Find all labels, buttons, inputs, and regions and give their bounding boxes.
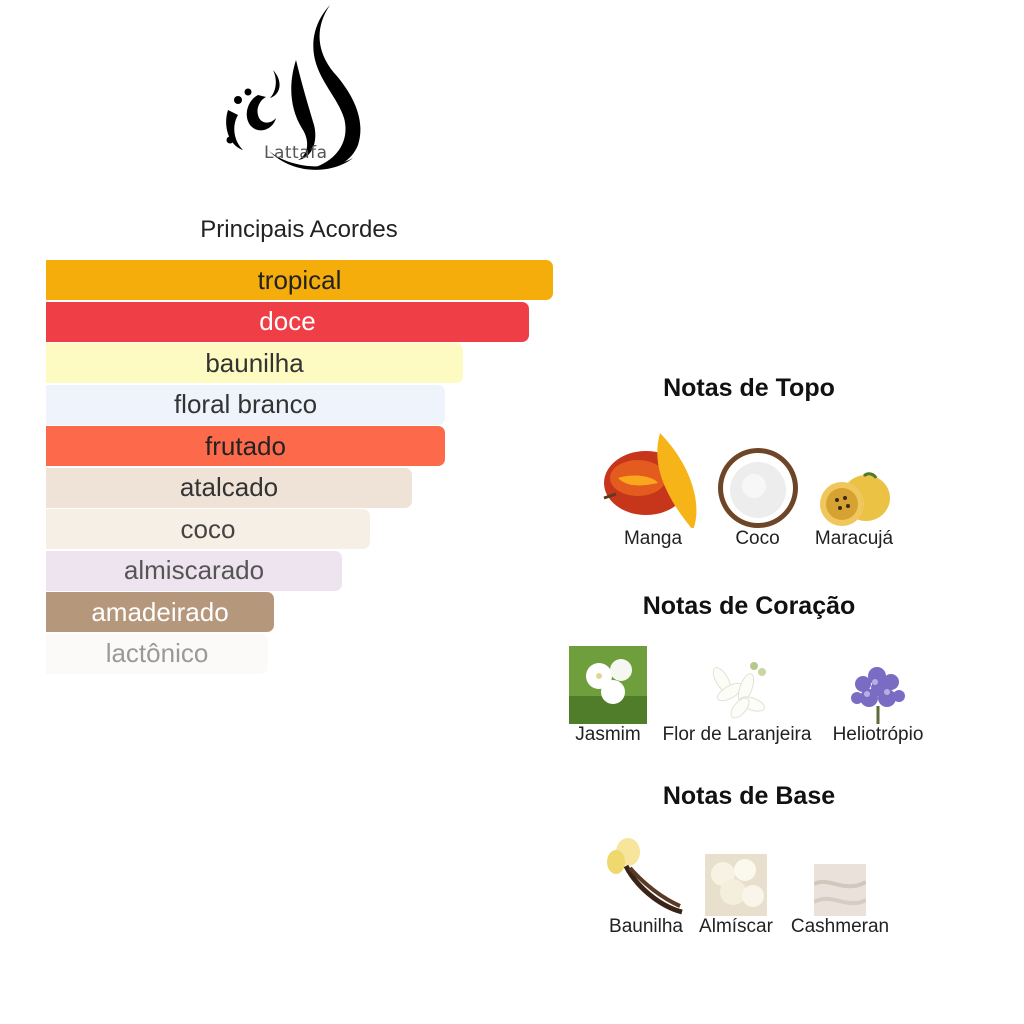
note-label: Heliotrópio [832, 724, 924, 745]
accord-bar [46, 343, 463, 383]
accord-bar [46, 385, 445, 425]
accord-bar [46, 634, 268, 674]
accord-bar [46, 551, 342, 591]
passion-fruit-icon [804, 472, 904, 528]
heliotrope-icon [845, 658, 911, 724]
note-item-maracuja[interactable] [804, 472, 904, 550]
note-label: Jasmim [575, 724, 641, 745]
cashmeran-icon [814, 864, 866, 916]
vanilla-icon [604, 836, 688, 916]
accord-bar [46, 260, 553, 300]
accord-label: tropical [257, 264, 342, 295]
accord-label: almiscarado [123, 555, 265, 585]
accord-label: amadeirado [91, 596, 229, 627]
accord-label: atalcado [179, 472, 279, 502]
coconut-icon [710, 444, 805, 528]
note-item-heliotropio[interactable] [824, 658, 932, 746]
accord-label: doce [259, 306, 316, 336]
note-item-jasmim[interactable] [566, 646, 650, 746]
note-label: Coco [735, 528, 780, 549]
heart-notes-title: Notas de Coração [642, 592, 856, 620]
note-label: Maracujá [814, 528, 894, 549]
note-label: Manga [623, 528, 683, 549]
note-label: Baunilha [609, 916, 683, 937]
accord-bar [46, 468, 412, 508]
note-item-cashmeran[interactable] [784, 864, 896, 938]
note-label: Cashmeran [790, 916, 890, 937]
base-notes-title: Notas de Base [662, 782, 836, 810]
accord-bar [46, 302, 529, 342]
accords-title: Principais Acordes [200, 216, 398, 243]
accord-bar [46, 509, 370, 549]
jasmine-icon [569, 646, 647, 724]
accord-label: frutado [205, 430, 286, 461]
note-label: Almíscar [699, 916, 773, 937]
accord-bar [46, 592, 274, 632]
accord-label: floral branco [173, 389, 318, 419]
accord-label: baunilha [205, 347, 304, 378]
note-item-flor-de-laranjeira[interactable] [652, 658, 822, 746]
note-item-baunilha[interactable] [600, 836, 692, 938]
note-label: Flor de Laranjeira [662, 724, 812, 745]
top-notes-title: Notas de Topo [663, 374, 835, 402]
accord-label: coco [180, 513, 236, 544]
accords-list [46, 260, 566, 675]
note-item-coco[interactable] [710, 444, 805, 550]
accord-label: lactônico [105, 638, 209, 668]
orange-blossom-icon [702, 658, 772, 724]
brand-name: Lattafa [264, 143, 328, 163]
mango-icon [598, 428, 708, 528]
note-item-almiscar[interactable] [688, 854, 784, 938]
musk-icon [705, 854, 767, 916]
accord-bar [46, 426, 445, 466]
note-item-manga[interactable] [598, 428, 708, 550]
